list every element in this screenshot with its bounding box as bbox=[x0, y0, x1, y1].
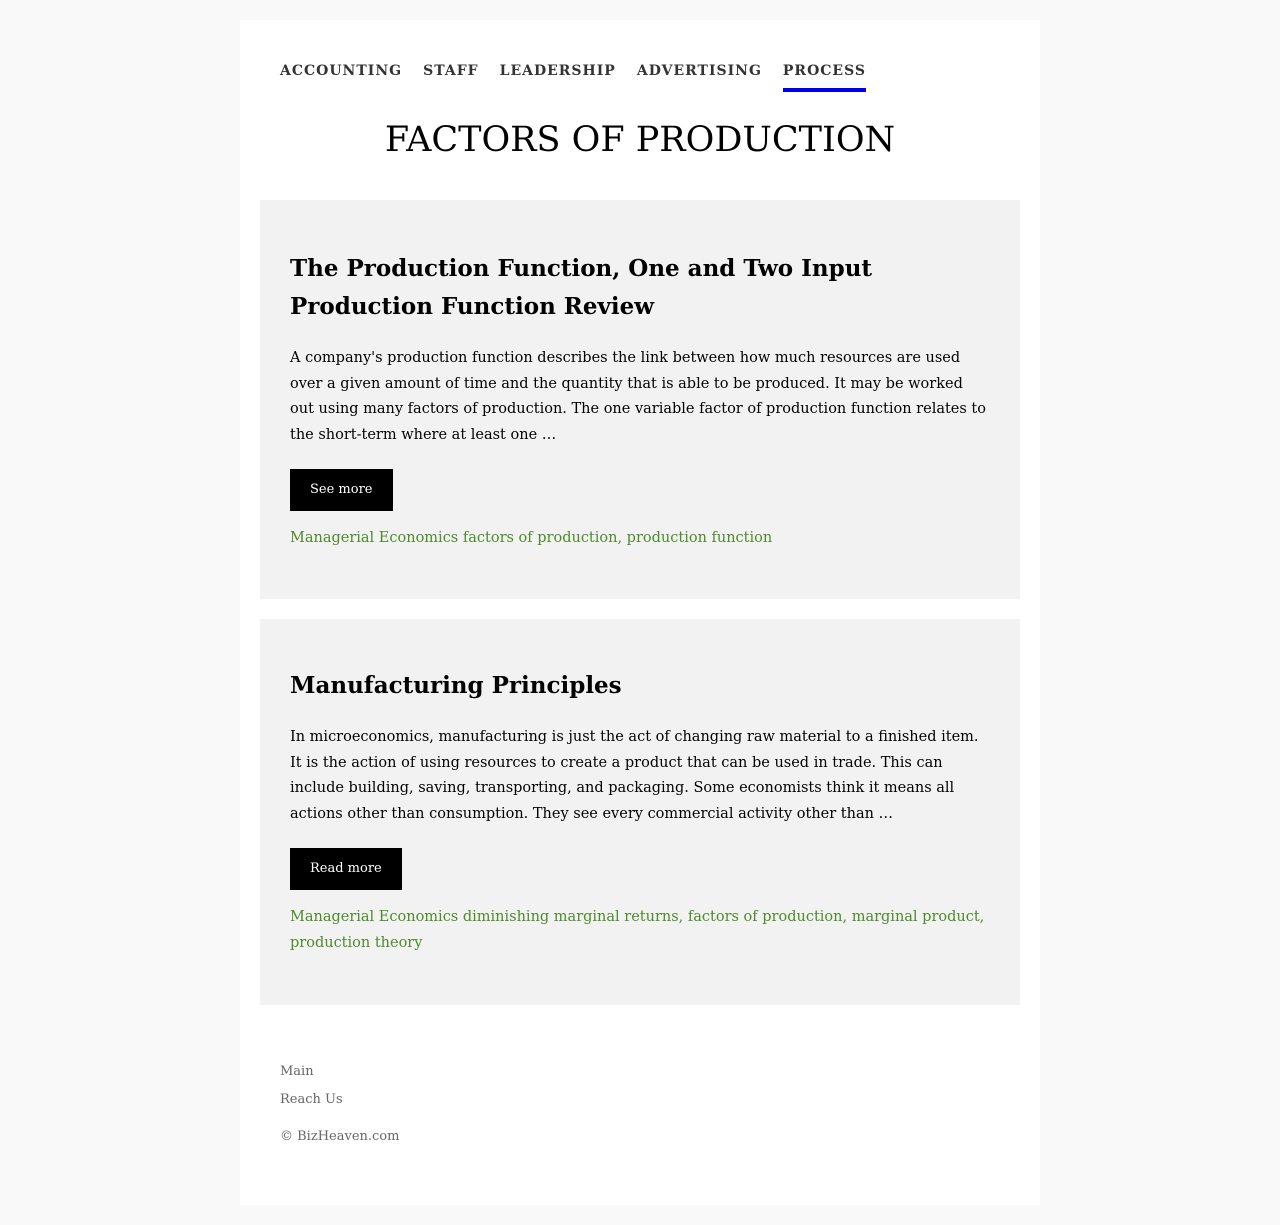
article-card bbox=[260, 619, 1020, 1005]
nav-item-process[interactable]: PROCESS bbox=[783, 62, 866, 92]
footer bbox=[280, 1058, 399, 1146]
see-more-button[interactable]: See more bbox=[290, 469, 393, 511]
nav-item-staff[interactable]: STAFF bbox=[423, 63, 479, 79]
page-title: FACTORS OF PRODUCTION bbox=[384, 120, 896, 160]
article-card bbox=[260, 200, 1020, 599]
article-excerpt: In microeconomics, manufacturing is just the act of changing raw material to a finished item. It is the action of using resources to create a product that can be used in trade. This can include building, saving, transporting, and packaging. Some economists think it means all actions other than consumption. They see every commercial activity other than … bbox=[290, 729, 979, 822]
tag-links[interactable]: factors of production, production function bbox=[462, 530, 773, 547]
article-title[interactable]: The Production Function, One and Two Input Production Function Review bbox=[290, 255, 873, 320]
category-link[interactable]: Managerial Economics bbox=[290, 909, 459, 926]
article-excerpt: A company's production function describes the link between how much resources are used over a given amount of time and the quantity that is able to be produced. It may be worked out using many factors of production. The one variable factor of production function relates to the short-term where at least one … bbox=[290, 350, 986, 443]
footer-link-main[interactable]: Main bbox=[280, 1064, 314, 1079]
page-container bbox=[240, 20, 1040, 1205]
top-navigation bbox=[280, 62, 866, 92]
read-more-button[interactable]: Read more bbox=[290, 848, 402, 890]
nav-item-accounting[interactable]: ACCOUNTING bbox=[280, 63, 403, 79]
nav-item-leadership[interactable]: LEADERSHIP bbox=[499, 63, 616, 79]
copyright: © BizHeaven.com bbox=[280, 1129, 400, 1144]
footer-link-reach-us[interactable]: Reach Us bbox=[280, 1092, 343, 1107]
article-tags bbox=[290, 525, 990, 551]
category-link[interactable]: Managerial Economics bbox=[290, 530, 459, 547]
tag-links[interactable]: diminishing marginal returns, factors of production, marginal product, production theory bbox=[290, 909, 985, 952]
nav-item-advertising[interactable]: ADVERTISING bbox=[636, 63, 762, 79]
article-title[interactable]: Manufacturing Principles bbox=[290, 672, 622, 699]
article-tags bbox=[290, 904, 990, 956]
